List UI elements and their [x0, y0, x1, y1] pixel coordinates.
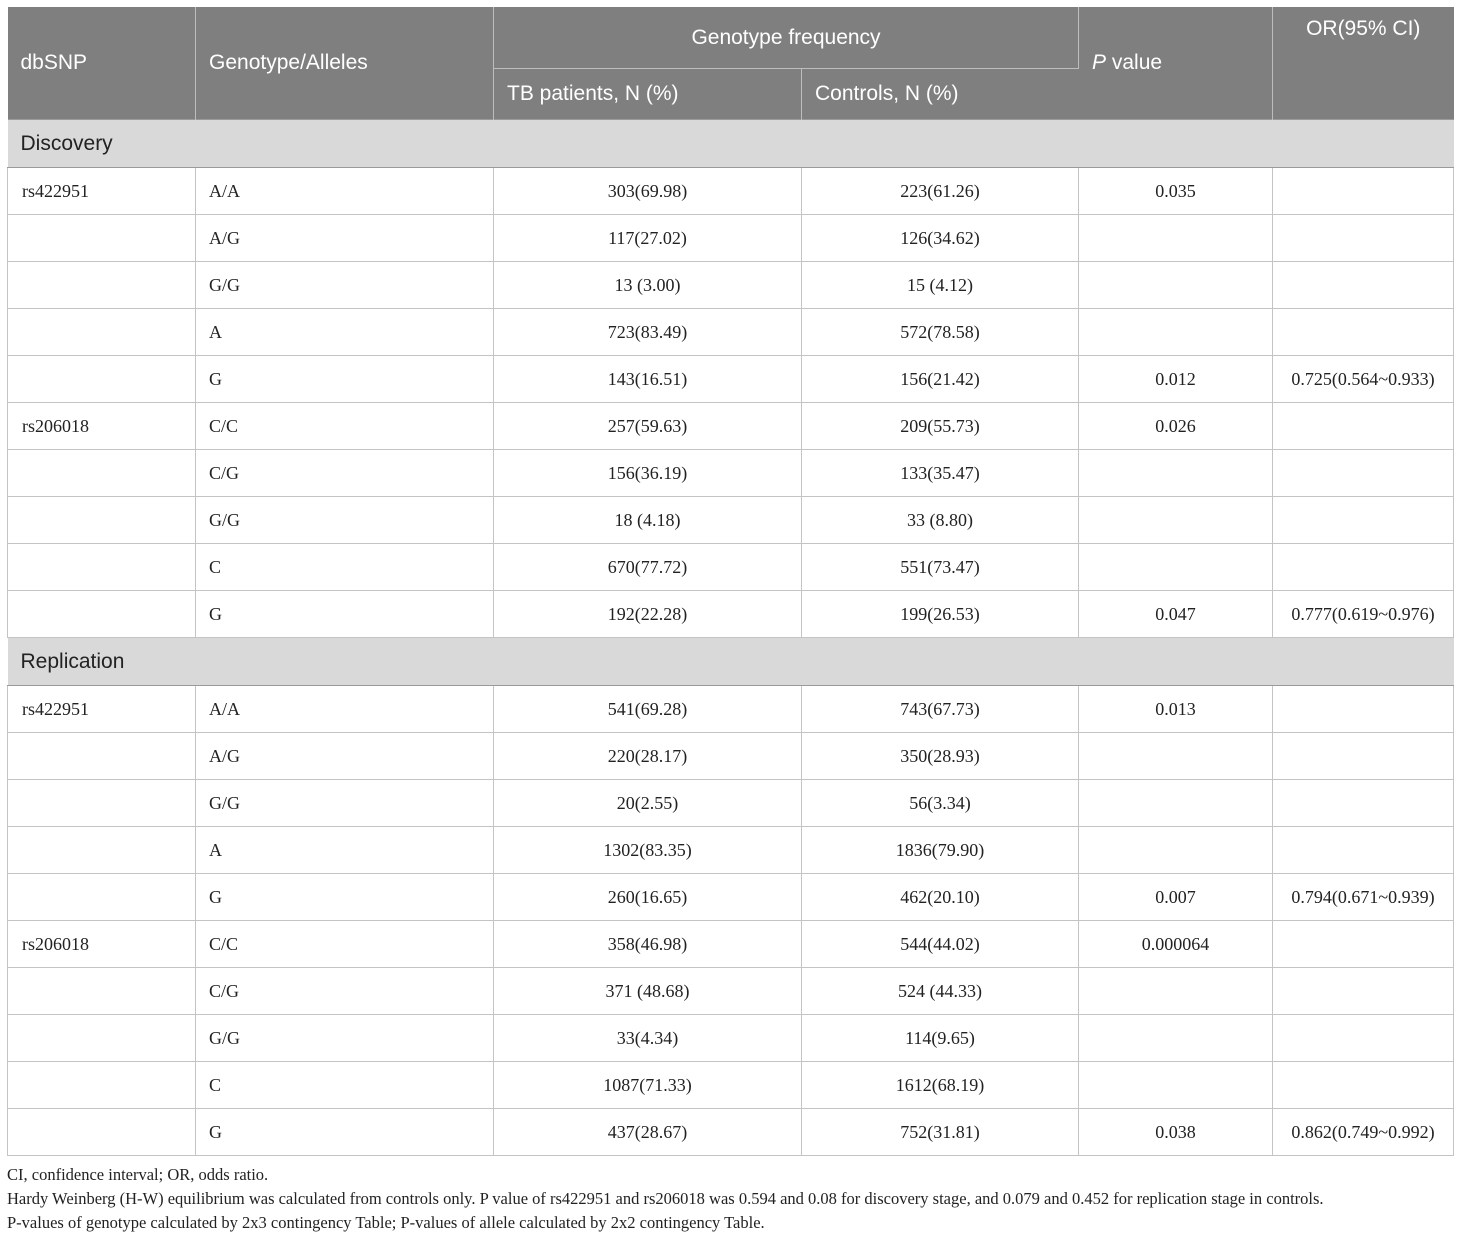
cell-tb-patients: 541(69.28) — [494, 686, 802, 733]
cell-p-value: 0.000064 — [1079, 921, 1273, 968]
cell-or — [1273, 215, 1454, 262]
cell-dbsnp: rs422951 — [8, 168, 196, 215]
table-row — [8, 309, 1454, 356]
cell-dbsnp — [8, 544, 196, 591]
cell-dbsnp — [8, 733, 196, 780]
cell-p-value: 0.012 — [1079, 356, 1273, 403]
section-row — [8, 120, 1454, 168]
cell-genotype: A/G — [196, 733, 494, 780]
cell-controls: 126(34.62) — [802, 215, 1079, 262]
cell-genotype: A/A — [196, 168, 494, 215]
cell-or — [1273, 403, 1454, 450]
cell-tb-patients: 18 (4.18) — [494, 497, 802, 544]
cell-or — [1273, 1015, 1454, 1062]
cell-dbsnp: rs206018 — [8, 921, 196, 968]
table-row — [8, 1109, 1454, 1156]
cell-controls: 1836(79.90) — [802, 827, 1079, 874]
cell-p-value: 0.026 — [1079, 403, 1273, 450]
cell-tb-patients: 192(22.28) — [494, 591, 802, 638]
cell-tb-patients: 257(59.63) — [494, 403, 802, 450]
cell-dbsnp — [8, 262, 196, 309]
header-controls: Controls, N (%) — [802, 69, 1079, 120]
cell-dbsnp — [8, 780, 196, 827]
footnote-abbreviations: CI, confidence interval; OR, odds ratio. — [7, 1165, 269, 1184]
cell-genotype: A — [196, 309, 494, 356]
cell-tb-patients: 358(46.98) — [494, 921, 802, 968]
header-genotype-frequency: Genotype frequency — [494, 7, 1079, 69]
table-body — [8, 120, 1454, 1156]
cell-dbsnp — [8, 968, 196, 1015]
cell-controls: 462(20.10) — [802, 874, 1079, 921]
header-tb-patients: TB patients, N (%) — [494, 69, 802, 120]
cell-tb-patients: 117(27.02) — [494, 215, 802, 262]
cell-tb-patients: 20(2.55) — [494, 780, 802, 827]
cell-tb-patients: 220(28.17) — [494, 733, 802, 780]
cell-or: 0.794(0.671~0.939) — [1273, 874, 1454, 921]
header-p-letter: P — [1092, 51, 1107, 74]
cell-genotype: G — [196, 356, 494, 403]
table-row — [8, 356, 1454, 403]
cell-dbsnp — [8, 1062, 196, 1109]
cell-or: 0.725(0.564~0.933) — [1273, 356, 1454, 403]
table-row — [8, 827, 1454, 874]
section-title: Replication — [8, 638, 1454, 686]
cell-controls: 223(61.26) — [802, 168, 1079, 215]
cell-controls: 209(55.73) — [802, 403, 1079, 450]
cell-genotype: C/C — [196, 403, 494, 450]
table-row — [8, 968, 1454, 1015]
cell-or — [1273, 1062, 1454, 1109]
cell-or: 0.777(0.619~0.976) — [1273, 591, 1454, 638]
cell-genotype: C — [196, 544, 494, 591]
cell-or — [1273, 827, 1454, 874]
cell-tb-patients: 33(4.34) — [494, 1015, 802, 1062]
cell-controls: 33 (8.80) — [802, 497, 1079, 544]
cell-genotype: G — [196, 591, 494, 638]
cell-p-value — [1079, 968, 1273, 1015]
cell-p-value — [1079, 780, 1273, 827]
cell-dbsnp — [8, 1015, 196, 1062]
cell-p-value — [1079, 450, 1273, 497]
cell-genotype: G/G — [196, 262, 494, 309]
table-row — [8, 921, 1454, 968]
cell-genotype: G — [196, 874, 494, 921]
cell-dbsnp — [8, 215, 196, 262]
cell-controls: 1612(68.19) — [802, 1062, 1079, 1109]
cell-tb-patients: 143(16.51) — [494, 356, 802, 403]
cell-p-value: 0.047 — [1079, 591, 1273, 638]
cell-p-value: 0.035 — [1079, 168, 1273, 215]
table-row — [8, 591, 1454, 638]
cell-tb-patients: 260(16.65) — [494, 874, 802, 921]
cell-p-value: 0.007 — [1079, 874, 1273, 921]
cell-tb-patients: 670(77.72) — [494, 544, 802, 591]
cell-p-value — [1079, 215, 1273, 262]
cell-controls: 551(73.47) — [802, 544, 1079, 591]
cell-tb-patients: 723(83.49) — [494, 309, 802, 356]
cell-tb-patients: 156(36.19) — [494, 450, 802, 497]
cell-controls: 572(78.58) — [802, 309, 1079, 356]
cell-p-value: 0.038 — [1079, 1109, 1273, 1156]
cell-or — [1273, 309, 1454, 356]
genotype-frequency-table — [7, 7, 1454, 1156]
section-title: Discovery — [8, 120, 1454, 168]
cell-genotype: G/G — [196, 780, 494, 827]
cell-genotype: C — [196, 1062, 494, 1109]
cell-dbsnp: rs206018 — [8, 403, 196, 450]
cell-or — [1273, 921, 1454, 968]
cell-controls: 199(26.53) — [802, 591, 1079, 638]
cell-dbsnp: rs422951 — [8, 686, 196, 733]
table-row — [8, 686, 1454, 733]
table-row — [8, 874, 1454, 921]
cell-controls: 350(28.93) — [802, 733, 1079, 780]
cell-p-value — [1079, 497, 1273, 544]
cell-p-value — [1079, 1015, 1273, 1062]
table-row — [8, 1015, 1454, 1062]
cell-dbsnp — [8, 309, 196, 356]
footnote-p-values: P-values of genotype calculated by 2x3 contingency Table; P-values of allele calculated by 2x2 contingency Table. — [7, 1213, 765, 1232]
cell-genotype: C/G — [196, 450, 494, 497]
table-row — [8, 733, 1454, 780]
cell-genotype: C/G — [196, 968, 494, 1015]
section-row — [8, 638, 1454, 686]
table-row — [8, 780, 1454, 827]
cell-genotype: A/G — [196, 215, 494, 262]
cell-dbsnp — [8, 874, 196, 921]
table-row — [8, 450, 1454, 497]
cell-or — [1273, 686, 1454, 733]
table-header — [8, 7, 1454, 120]
table-row — [8, 1062, 1454, 1109]
cell-dbsnp — [8, 450, 196, 497]
cell-tb-patients: 1087(71.33) — [494, 1062, 802, 1109]
table-footnotes — [7, 1163, 1453, 1235]
cell-genotype: A/A — [196, 686, 494, 733]
cell-dbsnp — [8, 591, 196, 638]
cell-p-value — [1079, 544, 1273, 591]
table-row — [8, 544, 1454, 591]
cell-controls: 133(35.47) — [802, 450, 1079, 497]
cell-or — [1273, 544, 1454, 591]
cell-or — [1273, 262, 1454, 309]
cell-tb-patients: 1302(83.35) — [494, 827, 802, 874]
cell-genotype: G/G — [196, 497, 494, 544]
cell-controls: 544(44.02) — [802, 921, 1079, 968]
cell-controls: 524 (44.33) — [802, 968, 1079, 1015]
cell-genotype: G/G — [196, 1015, 494, 1062]
cell-dbsnp — [8, 827, 196, 874]
cell-controls: 114(9.65) — [802, 1015, 1079, 1062]
cell-p-value — [1079, 1062, 1273, 1109]
cell-or: 0.862(0.749~0.992) — [1273, 1109, 1454, 1156]
header-p-rest: value — [1106, 51, 1163, 74]
cell-controls: 56(3.34) — [802, 780, 1079, 827]
cell-or — [1273, 780, 1454, 827]
cell-genotype: A — [196, 827, 494, 874]
cell-controls: 752(31.81) — [802, 1109, 1079, 1156]
cell-or — [1273, 450, 1454, 497]
table-row — [8, 215, 1454, 262]
cell-or — [1273, 497, 1454, 544]
cell-p-value — [1079, 827, 1273, 874]
cell-p-value — [1079, 309, 1273, 356]
table-row — [8, 403, 1454, 450]
header-genotype-alleles: Genotype/Alleles — [196, 7, 494, 120]
table-row — [8, 168, 1454, 215]
cell-dbsnp — [8, 497, 196, 544]
cell-p-value — [1079, 262, 1273, 309]
cell-controls: 743(67.73) — [802, 686, 1079, 733]
table-row — [8, 262, 1454, 309]
cell-tb-patients: 13 (3.00) — [494, 262, 802, 309]
cell-or — [1273, 168, 1454, 215]
cell-genotype: G — [196, 1109, 494, 1156]
cell-dbsnp — [8, 1109, 196, 1156]
header-or: OR(95% CI) — [1273, 7, 1454, 120]
cell-genotype: C/C — [196, 921, 494, 968]
cell-controls: 156(21.42) — [802, 356, 1079, 403]
cell-dbsnp — [8, 356, 196, 403]
cell-p-value: 0.013 — [1079, 686, 1273, 733]
header-dbsnp: dbSNP — [8, 7, 196, 120]
cell-tb-patients: 303(69.98) — [494, 168, 802, 215]
cell-controls: 15 (4.12) — [802, 262, 1079, 309]
footnote-hardy-weinberg: Hardy Weinberg (H-W) equilibrium was calculated from controls only. P value of rs422951 and rs206018 was 0.594 and 0.08 for discovery stage, and 0.079 and 0.452 for replication stage in controls. — [7, 1189, 1324, 1208]
cell-tb-patients: 371 (48.68) — [494, 968, 802, 1015]
cell-tb-patients: 437(28.67) — [494, 1109, 802, 1156]
header-p-value — [1079, 7, 1273, 120]
cell-p-value — [1079, 733, 1273, 780]
cell-or — [1273, 733, 1454, 780]
cell-or — [1273, 968, 1454, 1015]
table-row — [8, 497, 1454, 544]
